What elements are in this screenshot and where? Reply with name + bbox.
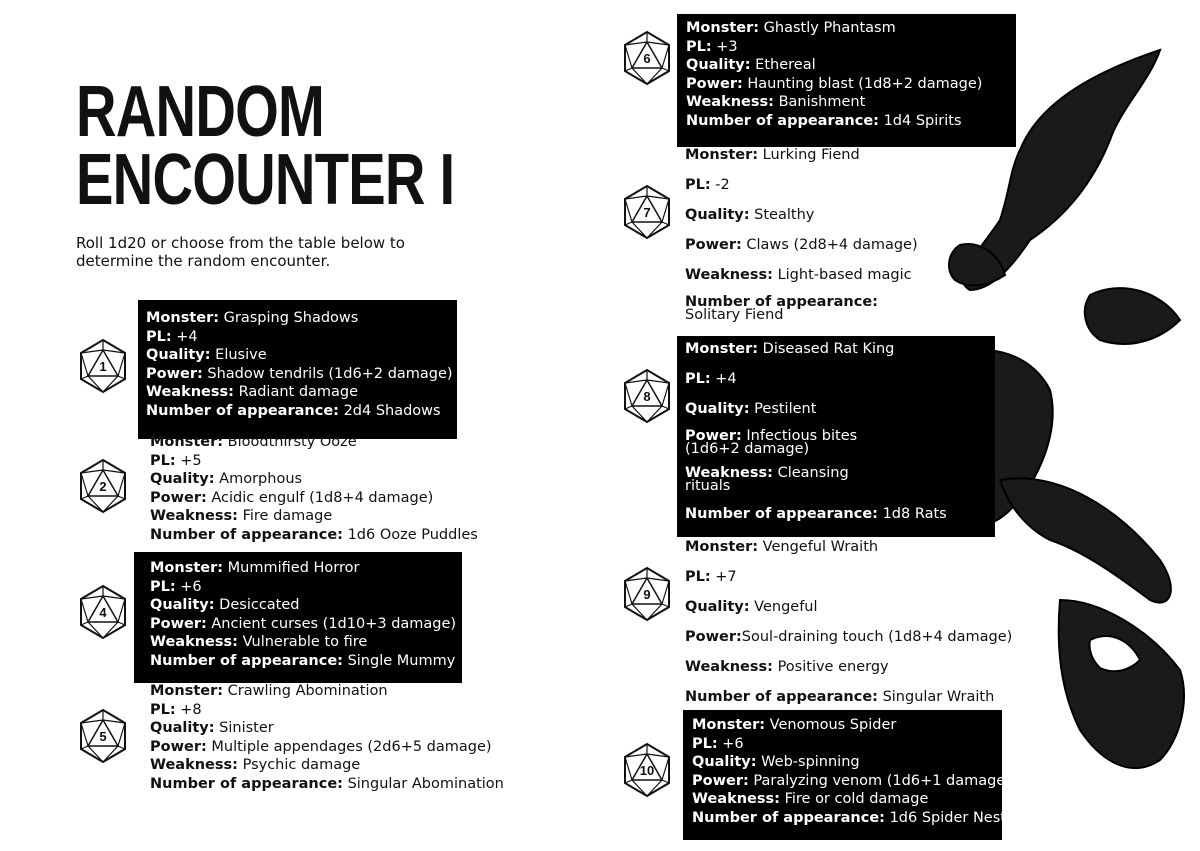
power: Infectious bites (1d6+2 damage) — [685, 427, 858, 457]
stat-row — [150, 507, 478, 526]
stat-row — [685, 658, 1012, 677]
field-label: Weakness: — [686, 94, 774, 111]
die-number: 2 — [99, 478, 107, 494]
stat-row — [146, 328, 449, 347]
monster-name: Vengeful Wraith — [762, 539, 879, 555]
stat-row — [146, 346, 449, 365]
stat-row — [692, 772, 1011, 791]
stat-row — [150, 775, 504, 794]
field-label: Power: — [150, 489, 207, 506]
field-label: Monster: — [685, 341, 759, 357]
die-number: 9 — [643, 586, 651, 602]
stat-row — [686, 75, 1016, 94]
d20-die-icon — [622, 184, 672, 240]
field-label: Weakness: — [685, 658, 773, 675]
field-label: Monster: — [692, 717, 766, 733]
die-number: 1 — [99, 358, 107, 374]
title-line-1: RANDOM — [76, 72, 325, 152]
stat-row — [150, 633, 454, 652]
field-label: Quality: — [150, 597, 215, 614]
d20-die-icon — [78, 458, 128, 514]
weakness: Vulnerable to fire — [242, 634, 368, 651]
field-label: Power: — [686, 75, 743, 92]
quality: Stealthy — [754, 206, 815, 223]
power-level: +4 — [715, 370, 737, 387]
die-number: 8 — [643, 388, 651, 404]
field-label: PL: — [685, 568, 711, 585]
stat-row — [685, 598, 1012, 617]
encounter-10-card — [683, 710, 1014, 840]
intro-text: Roll 1d20 or choose from the table below to determine the random encounter. — [76, 234, 405, 270]
monster-name: Venomous Spider — [769, 717, 897, 733]
stat-row — [150, 652, 454, 671]
field-label: Monster: — [150, 434, 224, 450]
appearance: Singular Wraith — [882, 688, 995, 705]
stat-row — [685, 467, 865, 493]
stat-row — [685, 340, 985, 359]
field-label: Power: — [146, 365, 203, 382]
stat-row — [150, 719, 504, 738]
appearance: Singular Abomination — [347, 775, 504, 792]
field-label: Quality: — [685, 400, 750, 417]
appearance: 1d6 Spider Nests — [889, 809, 1014, 826]
quality: Elusive — [215, 347, 267, 364]
stat-row — [150, 578, 454, 597]
field-label: Quality: — [146, 347, 211, 364]
stat-row — [150, 470, 478, 489]
power: Acidic engulf (1d8+4 damage) — [211, 489, 434, 506]
stat-row — [146, 365, 453, 384]
stat-row — [150, 682, 504, 701]
field-label: Quality: — [686, 57, 751, 74]
monster-name: Grasping Shadows — [223, 310, 359, 326]
encounter-6-card — [677, 14, 1016, 147]
appearance: 1d4 Spirits — [883, 112, 962, 129]
power: Haunting blast (1d8+2 damage) — [747, 75, 983, 92]
quality: Amorphous — [219, 471, 303, 488]
stat-row — [150, 615, 457, 634]
stat-row — [685, 146, 935, 165]
power-level: -2 — [715, 176, 730, 193]
field-label: PL: — [686, 38, 712, 55]
quality: Web-spinning — [761, 754, 860, 771]
field-label: Number of appearance: — [685, 293, 878, 310]
power-level: +8 — [180, 701, 202, 718]
monster-name: Diseased Rat King — [762, 341, 895, 357]
weakness: Fire or cold damage — [784, 791, 929, 808]
power: Shadow tendrils (1d6+2 damage) — [207, 365, 453, 382]
stat-row — [150, 526, 478, 545]
field-label: Power: — [150, 615, 207, 632]
stat-row — [686, 38, 1016, 57]
appearance: Single Mummy — [347, 652, 456, 669]
monster-name: Bloodthirsty Ooze — [227, 434, 357, 450]
stat-row — [685, 236, 935, 255]
d20-die-icon — [78, 708, 128, 764]
stat-row — [150, 701, 504, 720]
field-label: Power: — [685, 427, 742, 444]
field-label: Power: — [685, 236, 742, 253]
field-label: PL: — [146, 328, 172, 345]
power-level: +7 — [715, 568, 737, 585]
stat-row — [692, 809, 1014, 828]
stat-row — [150, 738, 504, 757]
power-level: +3 — [716, 38, 738, 55]
weakness: Psychic damage — [242, 757, 361, 774]
field-label: PL: — [150, 701, 176, 718]
stat-row — [146, 309, 449, 328]
stat-row — [685, 688, 1012, 707]
stat-row — [686, 93, 1016, 112]
stat-row — [692, 753, 1002, 772]
power: Paralyzing venom (1d6+1 damage) — [753, 772, 1011, 789]
field-label: Weakness: — [150, 757, 238, 774]
stat-row — [686, 112, 1016, 131]
appearance: Solitary Fiend — [685, 306, 784, 323]
d20-die-icon — [622, 742, 672, 798]
die-number: 4 — [99, 604, 107, 620]
encounter-7-card — [685, 146, 935, 333]
stat-row — [692, 716, 1002, 735]
field-label: Weakness: — [150, 634, 238, 651]
encounter-8-card — [677, 336, 995, 537]
field-label: Weakness: — [685, 465, 773, 482]
field-label: Power: — [685, 628, 742, 645]
field-label: Quality: — [685, 598, 750, 615]
power-level: +4 — [176, 328, 198, 345]
power: Soul-draining touch (1d8+4 damage) — [741, 628, 1013, 645]
stat-row — [146, 402, 449, 421]
d20-die-icon — [78, 338, 128, 394]
stat-row — [150, 452, 478, 471]
field-label: Power: — [150, 738, 207, 755]
field-label: Quality: — [150, 720, 215, 737]
quality: Pestilent — [754, 400, 817, 417]
field-label: Weakness: — [685, 266, 773, 283]
power: Multiple appendages (2d6+5 damage) — [211, 738, 492, 755]
appearance: 2d4 Shadows — [343, 402, 441, 419]
field-label: Weakness: — [146, 384, 234, 401]
stat-row — [685, 427, 865, 457]
field-label: Number of appearance: — [150, 652, 343, 669]
field-label: Monster: — [685, 147, 759, 163]
weakness: Light-based magic — [777, 266, 912, 283]
field-label: Weakness: — [150, 508, 238, 525]
title-line-2: ENCOUNTER I — [76, 140, 455, 220]
stat-row — [685, 206, 935, 225]
field-label: Number of appearance: — [685, 505, 878, 522]
stat-row — [685, 538, 1012, 557]
power: Ancient curses (1d10+3 damage) — [211, 615, 457, 632]
stat-row — [692, 790, 1002, 809]
field-label: Monster: — [150, 683, 224, 699]
stat-row — [150, 596, 454, 615]
stat-row — [150, 433, 478, 452]
appearance: 1d8 Rats — [882, 505, 947, 522]
stat-row — [685, 568, 1012, 587]
stat-row — [150, 559, 454, 578]
power-level: +5 — [180, 452, 202, 469]
appearance: 1d6 Ooze Puddles — [347, 526, 478, 543]
page-title — [76, 72, 455, 220]
field-label: PL: — [692, 735, 718, 752]
d20-die-icon — [78, 584, 128, 640]
monster-name: Crawling Abomination — [227, 683, 388, 699]
power: Claws (2d8+4 damage) — [746, 236, 918, 253]
field-label: PL: — [150, 452, 176, 469]
stat-row — [685, 505, 985, 524]
field-label: Number of appearance: — [150, 526, 343, 543]
quality: Sinister — [219, 720, 274, 737]
die-number: 6 — [643, 50, 651, 66]
field-label: Monster: — [150, 560, 224, 576]
field-label: Number of appearance: — [686, 112, 879, 129]
stat-row — [685, 370, 985, 389]
field-label: Monster: — [685, 539, 759, 555]
power-level: +6 — [180, 578, 202, 595]
quality: Vengeful — [754, 598, 818, 615]
monster-name: Lurking Fiend — [762, 147, 860, 163]
stat-row — [685, 400, 985, 419]
field-label: Quality: — [685, 206, 750, 223]
encounter-2-card — [150, 433, 478, 545]
field-label: Power: — [692, 772, 749, 789]
field-label: Quality: — [150, 471, 215, 488]
die-number: 7 — [643, 204, 651, 220]
d20-die-icon — [622, 30, 672, 86]
stat-row — [685, 628, 1012, 647]
field-label: Monster: — [146, 310, 220, 326]
field-label: Weakness: — [692, 791, 780, 808]
stat-row — [686, 19, 1016, 38]
field-label: PL: — [150, 578, 176, 595]
power-level: +6 — [722, 735, 744, 752]
field-label: Monster: — [686, 20, 760, 36]
stat-row — [146, 383, 449, 402]
weakness: Fire damage — [242, 508, 333, 525]
encounter-9-card — [685, 538, 1012, 718]
encounter-4-card — [134, 552, 462, 683]
stat-row — [685, 266, 935, 285]
weakness: Banishment — [778, 94, 866, 111]
stat-row — [685, 293, 935, 323]
die-number: 5 — [99, 728, 107, 744]
encounter-5-card — [150, 682, 504, 794]
stat-row — [685, 176, 935, 195]
monster-name: Mummified Horror — [227, 560, 360, 576]
quality: Ethereal — [755, 57, 816, 74]
stat-row — [150, 489, 478, 508]
field-label: Number of appearance: — [150, 775, 343, 792]
stat-row — [150, 756, 504, 775]
field-label: Number of appearance: — [146, 402, 339, 419]
weakness: Positive energy — [777, 658, 889, 675]
field-label: PL: — [685, 176, 711, 193]
stat-row — [692, 735, 1002, 754]
weakness: Radiant damage — [238, 384, 359, 401]
d20-die-icon — [622, 566, 672, 622]
monster-name: Ghastly Phantasm — [763, 20, 896, 36]
quality: Desiccated — [219, 597, 300, 614]
field-label: Number of appearance: — [692, 809, 885, 826]
die-number: 10 — [639, 762, 655, 778]
stat-row — [686, 56, 1016, 75]
encounter-1-card — [138, 300, 457, 439]
d20-die-icon — [622, 368, 672, 424]
field-label: PL: — [685, 370, 711, 387]
field-label: Quality: — [692, 754, 757, 771]
weakness: Cleansing rituals — [685, 465, 849, 495]
field-label: Number of appearance: — [685, 688, 878, 705]
